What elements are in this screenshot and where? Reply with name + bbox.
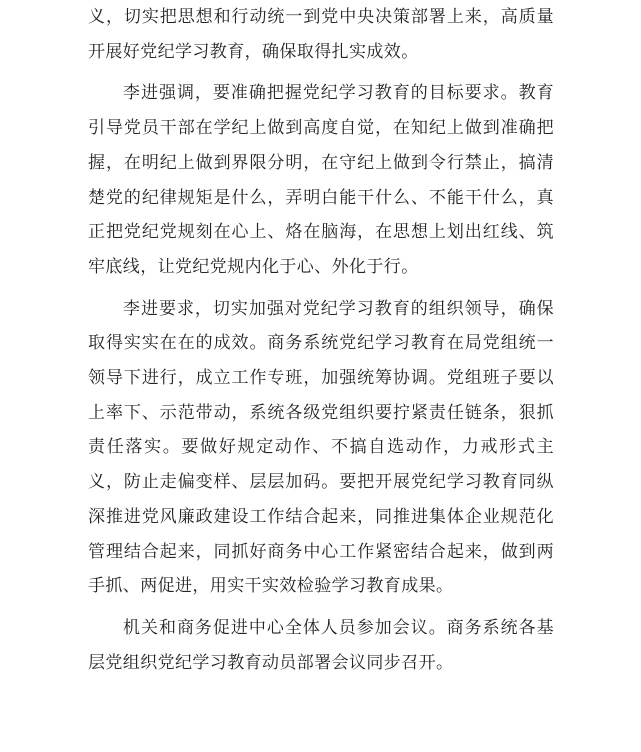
article-body bbox=[88, 0, 554, 680]
paragraph-continuation: 义，切实把思想和行动统一到党中央决策部署上来，高质量开展好党纪学习教育，确保取得扎实成效。 bbox=[88, 7, 554, 62]
paragraph-attendees: 机关和商务促进中心全体人员参加会议。商务系统各基层党组织党纪学习教育动员部署会议同步召开。 bbox=[88, 617, 554, 673]
paragraph-requirements: 李进要求，切实加强对党纪学习教育的组织领导，确保取得实实在在的成效。商务系统党纪学习教育在局党组统一领导下进行，成立工作专班，加强统筹协调。党组班子要以上率下、示范带动，系统各级党组织要拧紧责任链条，狠抓责任落实。要做好规定动作、不搞自选动作，力戒形式主义，防止走偏变样、层层加码。要把开展党纪学习教育同纵深推进党风廉政建设工作结合起来，同推进集体企业规范化管理结合起来，同抓好商务中心工作紧密结合起来，做到两手抓、两促进，用实干实效检验学习教育成果。 bbox=[88, 298, 554, 597]
paragraph-objectives: 李进强调，要准确把握党纪学习教育的目标要求。教育引导党员干部在学纪上做到高度自觉，在知纪上做到准确把握，在明纪上做到界限分明，在守纪上做到令行禁止，搞清楚党的纪律规矩是什么，弄明白能干什么、不能干什么，真正把党纪党规刻在心上、烙在脑海，在思想上划出红线、筑牢底线，让党纪党规内化于心、外化于行。 bbox=[88, 83, 554, 277]
